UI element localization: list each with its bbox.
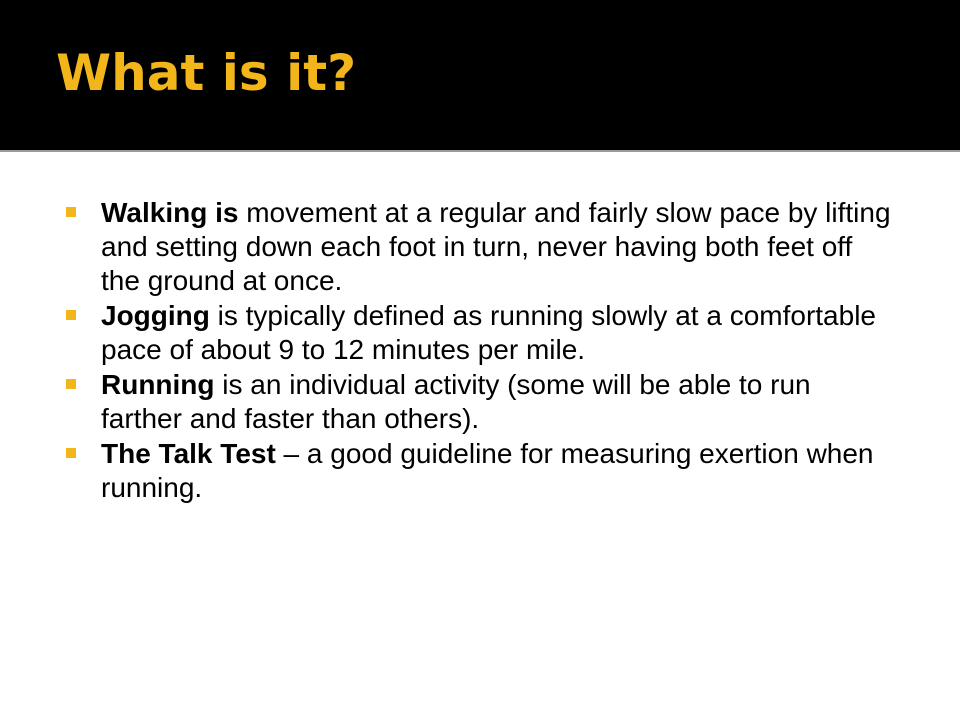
- bullet-item-running: [64, 368, 894, 436]
- bullet-text: is typically defined as running slowly at a comfortable pace of about 9 to 12 minutes per mile.: [101, 300, 876, 365]
- bullet-item-talk-test: [64, 437, 894, 505]
- square-bullet-icon: [66, 448, 76, 458]
- square-bullet-icon: [66, 310, 76, 320]
- square-bullet-icon: [66, 379, 76, 389]
- title-bar: [0, 0, 960, 150]
- bullet-term: Running: [101, 369, 215, 400]
- bullet-text: is an individual activity (some will be able to run farther and faster than others).: [101, 369, 811, 434]
- bullet-term: Walking is: [101, 197, 239, 228]
- content-area: [0, 160, 960, 720]
- bullet-term: The Talk Test: [101, 438, 276, 469]
- bullet-list: [64, 196, 894, 506]
- bullet-text: movement at a regular and fairly slow pace by lifting and setting down each foot in turn, never having both feet off the ground at once.: [101, 197, 891, 296]
- bullet-text: – a good guideline for measuring exertion when running.: [101, 438, 874, 503]
- bullet-item-walking: [64, 196, 894, 298]
- slide-title: What is it?: [56, 44, 357, 102]
- title-divider: [0, 150, 960, 160]
- bullet-item-jogging: [64, 299, 894, 367]
- square-bullet-icon: [66, 207, 76, 217]
- bullet-term: Jogging: [101, 300, 210, 331]
